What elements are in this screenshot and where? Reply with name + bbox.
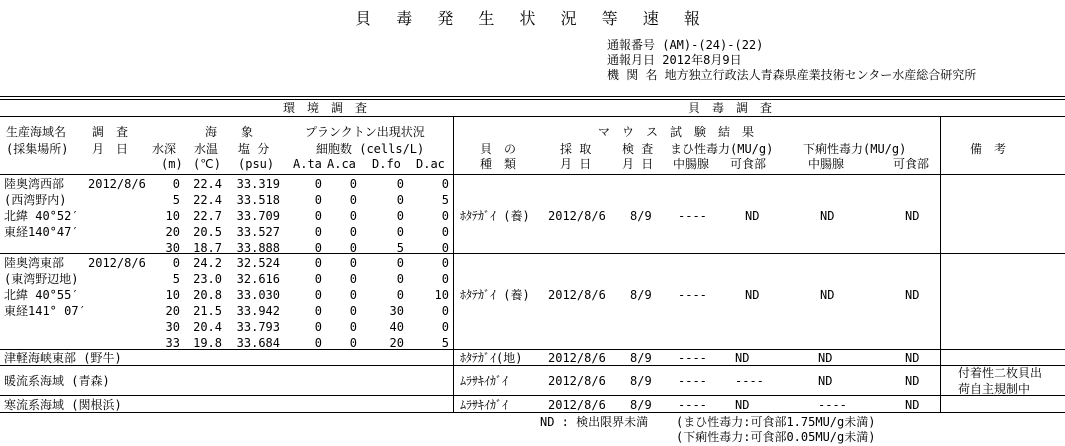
- psp-gut-cell: ----: [678, 288, 707, 302]
- dac-cell: 0: [441, 256, 449, 270]
- note-header: 備 考: [970, 142, 1007, 156]
- dsp-gut-header: 中腸腺: [808, 157, 845, 171]
- salinity-cell: 33.518: [236, 193, 280, 207]
- inspect-date-header: 月 日: [622, 157, 654, 171]
- salinity-cell: 32.616: [236, 272, 280, 286]
- dfo-cell: 0: [396, 193, 404, 207]
- psp-edible-cell: ND: [745, 209, 760, 223]
- shell-type-cell: ﾑﾗｻｷｲｶﾞｲ: [460, 374, 509, 388]
- temp-cell: 19.8: [193, 336, 222, 350]
- report-number: 通報番号 (AM)-(24)-(22): [607, 38, 764, 52]
- dsp-edible-cell: ND: [905, 398, 920, 412]
- temp-cell: 20.5: [193, 225, 222, 239]
- aca-cell: 0: [349, 177, 357, 191]
- survey-date-header: 月 日: [92, 142, 129, 156]
- temp-cell: 23.0: [193, 272, 222, 286]
- ata-cell: 0: [314, 304, 322, 318]
- aca-cell: 0: [349, 225, 357, 239]
- note-cell: 荷自主規制中: [958, 382, 1031, 396]
- col-dfo: D.fo: [372, 157, 401, 171]
- dfo-cell: 30: [389, 304, 404, 318]
- salinity-cell: 33.709: [236, 209, 280, 223]
- depth-header: 水深: [152, 142, 177, 156]
- area-cell: 津軽海峡東部 (野牛): [4, 351, 122, 365]
- station-label: 北緯 40°55′: [4, 288, 79, 302]
- salinity-cell: 33.030: [236, 288, 280, 302]
- note-divider: [940, 116, 941, 412]
- dac-cell: 0: [441, 241, 449, 255]
- station-label: (東湾野辺地): [4, 272, 79, 286]
- depth-cell: 10: [165, 209, 180, 223]
- aca-cell: 0: [349, 256, 357, 270]
- dfo-cell: 0: [396, 272, 404, 286]
- psp-header: まひ性毒力(MU/g): [670, 142, 774, 156]
- shell-type-cell: ﾎﾀﾃｶﾞｲ (養): [460, 209, 530, 223]
- dfo-cell: 0: [396, 288, 404, 302]
- ata-cell: 0: [314, 209, 322, 223]
- shell-type-cell: ﾎﾀﾃｶﾞｲ (養): [460, 288, 530, 302]
- salinity-cell: 32.524: [236, 256, 280, 270]
- sample-date-header: 月 日: [560, 157, 592, 171]
- cells-header: 細胞数 (cells/L): [316, 142, 425, 156]
- dfo-cell: 0: [396, 225, 404, 239]
- dsp-edible-header: 可食部: [893, 157, 930, 171]
- temp-unit: (℃): [193, 157, 221, 171]
- page-title: 貝 毒 発 生 状 況 等 速 報: [355, 9, 710, 28]
- area-sub-header: (採集場所): [6, 142, 69, 156]
- dsp-edible-cell: ND: [905, 351, 920, 365]
- footnote-nd: ND : 検出限界未満: [540, 415, 649, 429]
- temp-cell: 20.4: [193, 320, 222, 334]
- temp-cell: 21.5: [193, 304, 222, 318]
- temp-cell: 22.4: [193, 193, 222, 207]
- header-divider: [0, 116, 1065, 117]
- psp-gut-cell: ----: [678, 351, 707, 365]
- dac-cell: 0: [441, 320, 449, 334]
- temp-header: 水温: [194, 142, 219, 156]
- psp-gut-cell: ----: [678, 374, 707, 388]
- salinity-cell: 33.942: [236, 304, 280, 318]
- dac-cell: 10: [434, 288, 449, 302]
- env-header: 環 境 調 査: [282, 101, 367, 115]
- survey-header: 調 査: [92, 125, 129, 139]
- ata-cell: 0: [314, 241, 322, 255]
- dfo-cell: 0: [396, 209, 404, 223]
- depth-cell: 33: [165, 336, 180, 350]
- salinity-cell: 33.527: [236, 225, 280, 239]
- aca-cell: 0: [349, 209, 357, 223]
- sample-date-cell: 2012/8/6: [548, 374, 606, 388]
- area-cell: 寒流系海域 (関根浜): [4, 398, 122, 412]
- aca-cell: 0: [349, 320, 357, 334]
- salinity-cell: 33.888: [236, 241, 280, 255]
- inspect-header: 検 査: [622, 142, 654, 156]
- station-label: 北緯 40°52′: [4, 209, 79, 223]
- salinity-unit: (psu): [238, 157, 275, 171]
- depth-cell: 20: [165, 304, 180, 318]
- aca-cell: 0: [349, 304, 357, 318]
- report-date: 通報月日 2012年8月9日: [607, 53, 742, 67]
- inspect-date-cell: 8/9: [630, 288, 652, 302]
- agency-name: 機 関 名 地方独立行政法人青森県産業技術センター水産総合研究所: [607, 68, 977, 82]
- shell-header: 貝 の: [480, 142, 517, 156]
- mouse-test-header: マ ウ ス 試 験 結 果: [598, 125, 755, 139]
- dfo-cell: 40: [389, 320, 404, 334]
- dfo-cell: 0: [396, 177, 404, 191]
- dsp-edible-cell: ND: [905, 209, 920, 223]
- shell-type-header: 種 類: [480, 157, 517, 171]
- temp-cell: 22.4: [193, 177, 222, 191]
- col-aca: A.ca: [327, 157, 356, 171]
- env-divider: [453, 116, 454, 349]
- aca-cell: 0: [349, 288, 357, 302]
- ata-cell: 0: [314, 193, 322, 207]
- ata-cell: 0: [314, 256, 322, 270]
- dsp-gut-cell: ----: [818, 398, 847, 412]
- area-cell: 暖流系海域 (青森): [4, 374, 110, 388]
- footnote-psp: (まひ性毒力:可食部1.75MU/g未満): [676, 415, 876, 429]
- psp-edible-cell: ND: [735, 351, 750, 365]
- dsp-edible-cell: ND: [905, 288, 920, 302]
- psp-gut-cell: ----: [678, 398, 707, 412]
- header-bottom-rule: [0, 174, 1065, 175]
- survey-date-cell: 2012/8/6: [88, 256, 146, 270]
- psp-gut-cell: ----: [678, 209, 707, 223]
- psp-edible-cell: ND: [735, 398, 750, 412]
- ata-cell: 0: [314, 320, 322, 334]
- table-top-rule-2: [0, 99, 1065, 100]
- dac-cell: 0: [441, 177, 449, 191]
- dsp-gut-cell: ND: [818, 351, 833, 365]
- col-ata: A.ta: [293, 157, 322, 171]
- shell-type-cell: ﾑﾗｻｷｲｶﾞｲ: [460, 398, 509, 412]
- area-header: 生産海域名: [6, 125, 67, 139]
- inspect-date-cell: 8/9: [630, 351, 652, 365]
- sample-date-cell: 2012/8/6: [548, 351, 606, 365]
- depth-cell: 30: [165, 241, 180, 255]
- col-dac: D.ac: [416, 157, 445, 171]
- inspect-date-cell: 8/9: [630, 209, 652, 223]
- sample-date-cell: 2012/8/6: [548, 209, 606, 223]
- row-divider-4: [0, 395, 1065, 396]
- toxin-header: 貝 毒 調 査: [687, 101, 772, 115]
- ata-cell: 0: [314, 177, 322, 191]
- ata-cell: 0: [314, 336, 322, 350]
- temp-cell: 22.7: [193, 209, 222, 223]
- dfo-cell: 20: [389, 336, 404, 350]
- plankton-header: プランクトン出現状況: [305, 125, 425, 139]
- psp-gut-header: 中腸腺: [673, 157, 710, 171]
- table-bottom-rule: [0, 412, 1065, 413]
- dac-cell: 0: [441, 225, 449, 239]
- shell-type-cell: ﾎﾀﾃｶﾞｲ(地): [460, 351, 523, 365]
- temp-cell: 20.8: [193, 288, 222, 302]
- dsp-gut-cell: ND: [820, 288, 835, 302]
- env-divider-lower: [453, 349, 454, 412]
- salinity-cell: 33.793: [236, 320, 280, 334]
- station-label: 東経141° 07′: [4, 304, 86, 318]
- depth-cell: 5: [172, 272, 180, 286]
- ata-cell: 0: [314, 288, 322, 302]
- salinity-cell: 33.319: [236, 177, 280, 191]
- dfo-cell: 0: [396, 256, 404, 270]
- salinity-cell: 33.684: [236, 336, 280, 350]
- dac-cell: 5: [441, 193, 449, 207]
- sea-header: 海 象: [205, 125, 254, 139]
- dac-cell: 0: [441, 304, 449, 318]
- row-divider-3: [0, 365, 1065, 366]
- depth-cell: 10: [165, 288, 180, 302]
- aca-cell: 0: [349, 272, 357, 286]
- dac-cell: 0: [441, 209, 449, 223]
- dfo-cell: 5: [396, 241, 404, 255]
- aca-cell: 0: [349, 193, 357, 207]
- sample-header: 採 取: [560, 142, 592, 156]
- temp-cell: 24.2: [193, 256, 222, 270]
- ata-cell: 0: [314, 272, 322, 286]
- table-top-rule: [0, 96, 1065, 97]
- ata-cell: 0: [314, 225, 322, 239]
- inspect-date-cell: 8/9: [630, 398, 652, 412]
- dsp-edible-cell: ND: [905, 374, 920, 388]
- note-cell: 付着性二枚貝出: [958, 366, 1043, 380]
- salinity-header: 塩 分: [238, 142, 270, 156]
- dsp-gut-cell: ND: [820, 209, 835, 223]
- sample-date-cell: 2012/8/6: [548, 288, 606, 302]
- depth-unit: (m): [161, 157, 183, 171]
- aca-cell: 0: [349, 336, 357, 350]
- depth-cell: 5: [172, 193, 180, 207]
- psp-edible-cell: ----: [735, 374, 764, 388]
- dsp-header: 下痢性毒力(MU/g): [803, 142, 907, 156]
- depth-cell: 30: [165, 320, 180, 334]
- station-label: 陸奥湾西部: [4, 177, 65, 191]
- aca-cell: 0: [349, 241, 357, 255]
- station-label: 陸奥湾東部: [4, 256, 65, 270]
- depth-cell: 20: [165, 225, 180, 239]
- dac-cell: 5: [441, 336, 449, 350]
- survey-date-cell: 2012/8/6: [88, 177, 146, 191]
- sample-date-cell: 2012/8/6: [548, 398, 606, 412]
- depth-cell: 0: [172, 256, 180, 270]
- dsp-gut-cell: ND: [818, 374, 833, 388]
- inspect-date-cell: 8/9: [630, 374, 652, 388]
- temp-cell: 18.7: [193, 241, 222, 255]
- psp-edible-header: 可食部: [730, 157, 767, 171]
- station-label: 東経140°47′: [4, 225, 79, 239]
- station-label: (西湾野内): [4, 193, 67, 207]
- depth-cell: 0: [172, 177, 180, 191]
- footnote-dsp: (下痢性毒力:可食部0.05MU/g未満): [676, 430, 876, 444]
- psp-edible-cell: ND: [745, 288, 760, 302]
- dac-cell: 0: [441, 272, 449, 286]
